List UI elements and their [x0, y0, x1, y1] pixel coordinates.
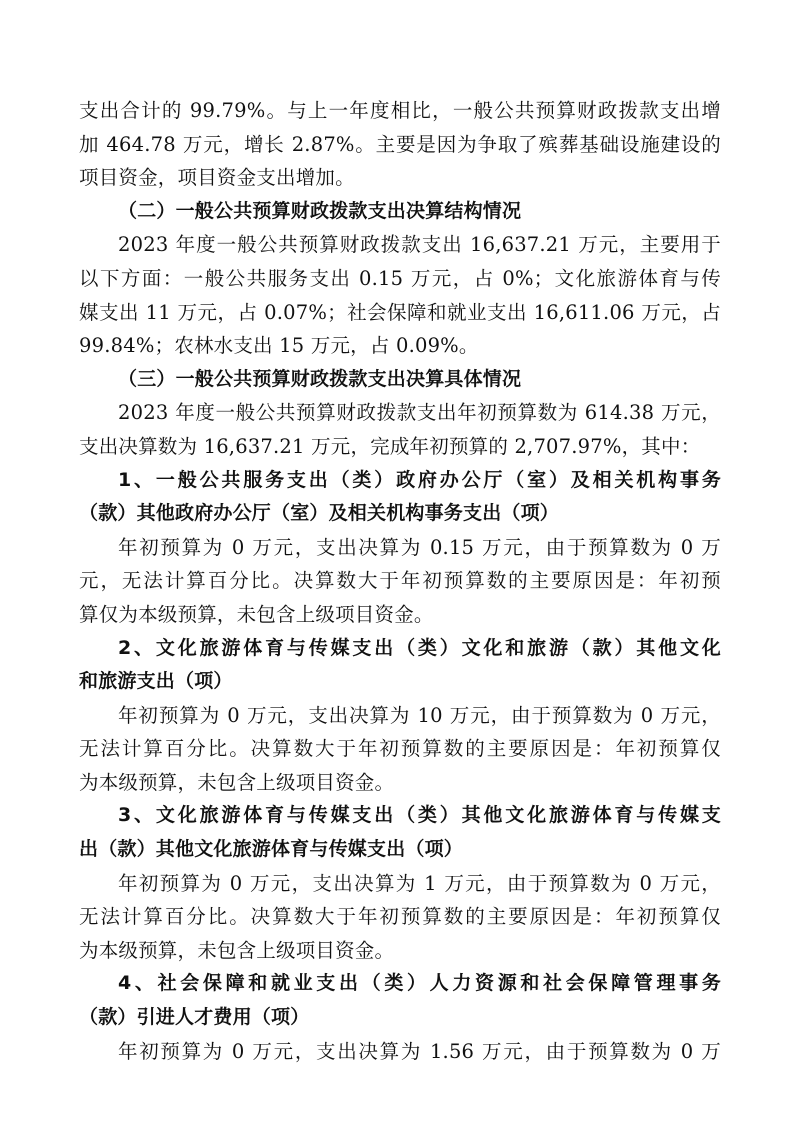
- text-line: 为本级预算，未包含上级项目资金。: [79, 938, 395, 962]
- heading-line: （款）引进人才费用（项）: [79, 1006, 310, 1029]
- text-line: 99.84%；农林水支出 15 万元，占 0.09%。: [79, 334, 479, 358]
- text-line: 年初预算为 0 万元，支出决算为 1.56 万元，由于预算数为 0 万: [118, 1039, 721, 1063]
- heading-line: （三）一般公共预算财政拨款支出决算具体情况: [118, 367, 522, 390]
- heading-line: （款）其他政府办公厅（室）及相关机构事务支出（项）: [79, 502, 560, 525]
- body-paragraph: [79, 228, 721, 362]
- text-line: 以下方面：一般公共服务支出 0.15 万元，占 0%；文化旅游体育与传: [79, 266, 721, 290]
- text-line: 元，无法计算百分比。决算数大于年初预算数的主要原因是：年初预: [79, 569, 721, 593]
- body-paragraph: [79, 1035, 721, 1069]
- item-heading: [79, 799, 721, 866]
- section-heading: [79, 195, 721, 229]
- text-line: 项目资金，项目资金支出增加。: [79, 166, 355, 190]
- text-line: 算仅为本级预算，未包含上级项目资金。: [79, 602, 434, 626]
- heading-line: （二）一般公共预算财政拨款支出决算结构情况: [118, 199, 522, 222]
- heading-line: 2、文化旅游体育与传媒支出（类）文化和旅游（款）其他文化: [118, 636, 721, 659]
- text-line: 无法计算百分比。决算数大于年初预算数的主要原因是：年初预算仅: [79, 737, 721, 761]
- body-paragraph: [79, 867, 721, 968]
- item-heading: [79, 967, 721, 1034]
- text-line: 支出决算数为 16,637.21 万元，完成年初预算的 2,707.97%，其中：: [79, 434, 701, 458]
- section-heading: [79, 363, 721, 397]
- heading-line: 4、社会保障和就业支出（类）人力资源和社会保障管理事务: [118, 972, 721, 995]
- text-line: 年初预算为 0 万元，支出决算为 0.15 万元，由于预算数为 0 万: [118, 535, 721, 559]
- heading-line: 1、一般公共服务支出（类）政府办公厅（室）及相关机构事务: [118, 468, 721, 491]
- heading-line: 出（款）其他文化旅游体育与传媒支出（项）: [79, 838, 464, 861]
- heading-line: 和旅游支出（项）: [79, 670, 233, 693]
- text-line: 加 464.78 万元，增长 2.87%。主要是因为争取了殡葬基础设施建设的: [79, 132, 721, 156]
- item-heading: [79, 632, 721, 699]
- body-paragraph: [79, 396, 721, 463]
- item-heading: [79, 464, 721, 531]
- text-line: 支出合计的 99.79%。与上一年度相比，一般公共预算财政拨款支出增: [79, 99, 721, 122]
- text-line: 年初预算为 0 万元，支出决算为 10 万元，由于预算数为 0 万元，: [118, 703, 721, 727]
- body-paragraph: [79, 94, 721, 195]
- heading-line: 3、文化旅游体育与传媒支出（类）其他文化旅游体育与传媒支: [118, 804, 721, 827]
- document-page: [79, 94, 721, 1068]
- text-line: 为本级预算，未包含上级项目资金。: [79, 770, 395, 794]
- text-line: 年初预算为 0 万元，支出决算为 1 万元，由于预算数为 0 万元，: [118, 871, 721, 895]
- text-line: 2023 年度一般公共预算财政拨款支出年初预算数为 614.38 万元，: [118, 401, 721, 425]
- text-line: 无法计算百分比。决算数大于年初预算数的主要原因是：年初预算仅: [79, 905, 721, 929]
- text-line: 媒支出 11 万元，占 0.07%；社会保障和就业支出 16,611.06 万元，占: [79, 300, 721, 324]
- body-paragraph: [79, 699, 721, 800]
- text-line: 2023 年度一般公共预算财政拨款支出 16,637.21 万元，主要用于: [118, 233, 721, 257]
- body-paragraph: [79, 531, 721, 632]
